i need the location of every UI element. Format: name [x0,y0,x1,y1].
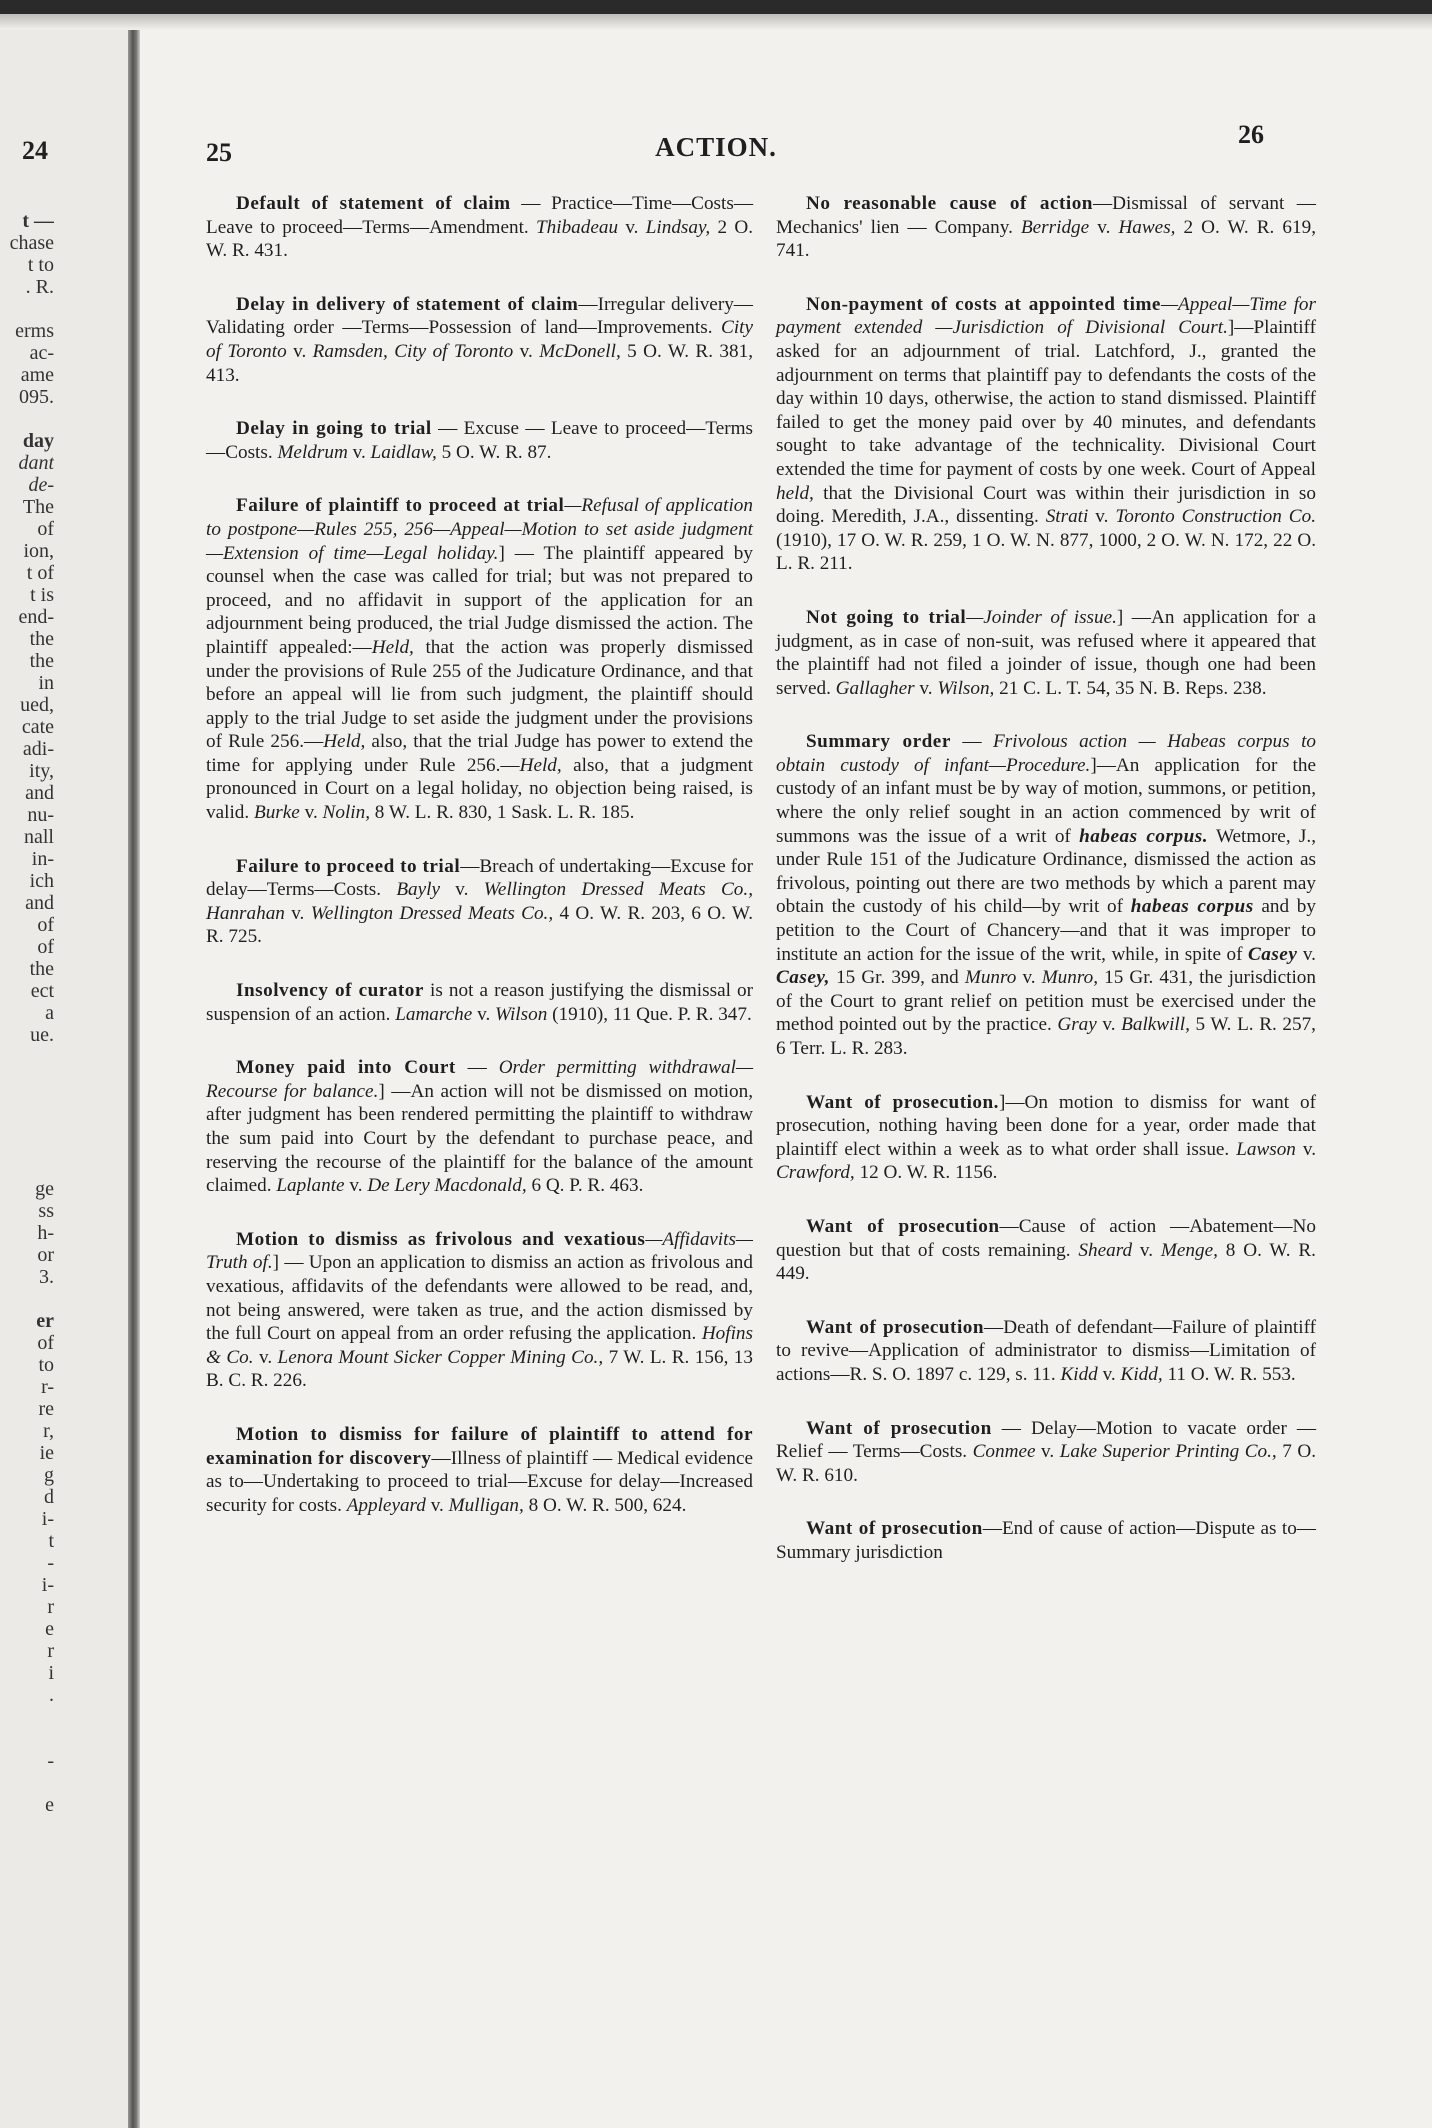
entry-text: ] — Upon an application to dismiss an action as frivolous and vexatious, affidavits of the defendants were allowed to be read, and, not being answered, were taken as true, and the action dismissed by the full Court on appeal from an order refusing the application. [206,1252,753,1345]
entry-italic-text: Hawes, [1118,216,1176,238]
previous-page-fragment: a [45,1002,54,1024]
previous-page-fragment [0,1816,54,1838]
digest-entry-left [206,192,753,263]
digest-entry-right [776,1316,1316,1387]
entry-italic-text: McDonell, [539,340,621,362]
entry-italic-text: Toronto Construction Co. [1115,506,1316,528]
entry-italic-text: —Appeal—Time for payment extended —Jurisdiction of Divisional Court. [776,293,1316,339]
digest-entry-left [206,855,753,949]
previous-page-fragment: g [44,1464,54,1486]
entry-text: 15 Gr. 431, the jurisdiction of the Court to grant relief on petition must be exercised under the method pointed out by the practice. [776,967,1316,1036]
entry-text: v. [253,1346,278,1368]
entry-text: v. [914,677,938,699]
entry-text: v. [347,441,371,463]
previous-page-fragment: r, [43,1420,54,1442]
entry-italic-text: Conmee [972,1441,1036,1463]
entry-italic-text: Lindsay, [645,216,711,238]
entry-heading: Want of prosecution [806,1316,985,1338]
entry-bold-italic-text: habeas corpus. [1079,825,1208,847]
page-number-left: 25 [206,138,232,167]
previous-page-fragment: ich [29,870,54,892]
entry-italic-text: Lake Superior Printing Co., [1059,1441,1277,1463]
previous-page-fragment: The [22,496,54,518]
previous-page-fragment: of [37,914,54,936]
entry-italic-text: held, [776,482,814,504]
entry-italic-text: Munro, [1041,967,1099,989]
entry-italic-text: Wellington Dressed Meats Co., [310,902,554,924]
entry-heading: Delay in delivery of statement of claim [236,293,579,315]
digest-entry-right [776,1091,1316,1185]
entry-text: v. [1016,967,1042,989]
entry-text: v. [1295,1138,1316,1160]
previous-page-fragment [0,1090,54,1112]
previous-page-fragment: ac- [29,342,54,364]
entry-italic-text: Held, [519,754,562,776]
previous-page-fragments [0,210,54,1838]
entry-text: v. [299,802,323,824]
previous-page-fragment: the [29,628,54,650]
previous-page-fragment: day [22,430,54,452]
previous-page-fragment [0,1156,54,1178]
entry-italic-text: Held, [371,636,414,658]
previous-page-fragment [0,408,54,430]
previous-page-fragment: d [44,1486,54,1508]
previous-page-fragment: erms [15,320,54,342]
previous-page-fragment: . R. [25,276,54,298]
entry-text: 5 O. W. R. 87. [436,441,552,463]
entry-heading: Insolvency of curator [236,980,424,1002]
entry-text: v. [1089,216,1119,238]
book-page [0,14,1432,2128]
entry-text: —Dismissal of servant — Mechanics' lien — Company. [776,193,1316,238]
entry-heading: Delay in going to trial [236,418,432,440]
entry-italic-text: De Lery Macdonald, [367,1175,527,1197]
page-number-right: 26 [1238,120,1264,149]
entry-text: 21 C. L. T. 54, 35 N. B. Reps. 238. [994,677,1267,699]
entry-text: (1910), 17 O. W. R. 259, 1 O. W. N. 877, 1000, 2 O. W. N. 172, 22 O. L. R. 211. [776,529,1316,575]
entry-text: and by petition to the Court of Chancery—and that it was improper to institute an action for the issue of the writ, while, in spite of [776,896,1316,965]
entry-italic-text: Mulligan, [448,1494,524,1516]
entry-text: — Excuse — Leave to proceed—Terms—Costs. [206,418,753,463]
entry-text: v. [440,879,484,901]
entry-text: ]—Plaintiff asked for an adjournment of trial. Latchford, J., granted the adjournment on terms that plaintiff pay to defendants the costs of the day within 10 days, otherwise, the action to stand dismissed. Plaintiff failed to get the money paid over by 40 minutes, and defendants sought to take advantage of the technicality. Divisional Court extended the time for payment of costs by one week. Court of Appeal [776,317,1316,480]
entry-bold-italic-text: Casey [1247,943,1298,965]
entry-heading: Money paid into Court [236,1057,456,1079]
entry-text: 4 O. W. R. 203, 6 O. W. R. 725. [206,902,754,948]
entry-italic-text: —Refusal of application to postpone—Rules 255, 256—Appeal—Motion to set aside judgment—Extension of time—Legal holiday. [206,495,753,564]
entry-text: ] —An application for a judgment, as in case of non-suit, was refused where it appeared that the plaintiff had not filed a joinder of issue, though one had been served. [776,606,1316,699]
previous-page-fragment [0,1706,54,1728]
previous-page-fragment: in- [31,848,54,870]
previous-page-fragment: nu- [27,804,54,826]
previous-page-fragment: 3. [39,1266,54,1288]
entry-text: ]—On motion to dismiss for want of prosecution, nothing having been done for a year, order made that plaintiff elect within a week as to what order shall issue. [776,1091,1317,1160]
digest-entry-left [206,1228,753,1393]
entry-italic-text: —Affidavits—Truth of. [206,1228,753,1274]
previous-page-fragment [0,298,54,320]
digest-entry-right [776,293,1316,576]
entry-italic-text: Laidlaw, [370,441,437,463]
entry-text: 8 W. L. R. 830, 1 Sask. L. R. 185. [370,802,635,824]
entry-text: that the action was properly dismissed under the provisions of Rule 255 of the Judicature Ordinance, and that before an appeal will lie from such judgment, the plaintiff should apply to the trial Judge to set aside the judgment under the provisions of Rule 256.— [206,636,753,753]
previous-page-fragment: the [29,958,54,980]
entry-text: 7 O. W. R. 610. [776,1441,1316,1486]
entry-text: v. [472,1003,496,1025]
previous-page-fragment: de- [28,474,54,496]
previous-page-fragment: and [25,782,54,804]
entry-heading: Default of statement of claim [236,193,511,214]
previous-page-fragment: t of [26,562,54,584]
entry-italic-text: Ramsden, City of Toronto [312,340,514,362]
digest-entry-left [206,1423,753,1517]
entry-text: 2 O. W. R. 619, 741. [776,216,1316,262]
entry-italic-text: Kidd, [1120,1363,1163,1385]
entry-text: v. [344,1175,368,1197]
previous-page-fragment [0,1134,54,1156]
previous-page-fragment: the [29,650,54,672]
entry-italic-text: Bayly [396,879,441,901]
entry-heading: Failure to proceed to trial [236,855,461,877]
entry-italic-text: City of Toronto [206,317,753,362]
previous-page-fragment: ge [35,1178,54,1200]
running-header: ACTION. [655,132,777,162]
entry-text: 8 O. W. R. 500, 624. [523,1494,687,1516]
previous-page-fragment: ect [30,980,54,1002]
entry-italic-text: Sheard [1078,1239,1133,1261]
entry-heading: Want of prosecution. [806,1091,999,1113]
entry-text: —Death of defendant—Failure of plaintiff to revive—Application of administrator to dismiss—Limitation of actions—R. S. O. 1897 c. 129, s. 11. [776,1316,1317,1385]
previous-page-fragment: and [25,892,54,914]
entry-text: —Cause of action —Abatement—No question but that of costs remaining. [776,1215,1317,1261]
entry-italic-text: Wilson, [937,677,995,699]
entry-italic-text: Hofins & Co. [206,1323,753,1368]
previous-page-strip [0,14,140,2128]
entry-text: v. [618,216,646,238]
entry-heading: Summary order [806,731,951,753]
entry-italic-text: Crawford, [776,1162,855,1184]
entry-text: v. [1097,1363,1121,1385]
previous-page-fragment: - [47,1750,54,1772]
entry-text: 11 O. W. R. 553. [1162,1363,1296,1385]
previous-page-fragment [0,1068,54,1090]
entry-text: 8 O. W. R. 449. [776,1239,1316,1285]
entry-text: 5 W. L. R. 257, 6 Terr. L. R. 283. [776,1014,1316,1059]
entry-italic-text: Wellington Dressed Meats Co., Hanrahan [206,879,753,924]
previous-page-fragment: t is [30,584,54,606]
entry-italic-text: Thibadeau [535,216,619,238]
previous-page-fragment: i- [41,1574,54,1596]
entry-text: v. [1132,1239,1161,1261]
entry-heading: Want of prosecution [806,1518,983,1540]
previous-page-fragment: in [38,672,54,694]
entry-text: v. [1088,506,1116,528]
previous-page-fragment: chase [9,232,54,254]
entry-text: ]—An application for the custody of an infant must be by way of motion, summons, or petition, where the only relief sought in an action commenced by writ of summons was the issue of a writ of [776,754,1317,847]
previous-page-fragment: - [47,1552,54,1574]
previous-page-fragment: end- [18,606,54,628]
entry-text: (1910), 11 Que. P. R. 347. [547,1003,752,1025]
previous-page-fragment [0,1772,54,1794]
left-column [206,192,753,1547]
previous-page-fragment: i- [41,1508,54,1530]
entry-text: 5 O. W. R. 381, 413. [206,340,753,386]
entry-text: 2 O. W. R. 431. [206,216,753,262]
entry-italic-text: Laplante [276,1175,345,1197]
entry-text: v. [1096,1014,1122,1036]
previous-page-fragment: er [36,1310,54,1332]
previous-page-fragment: ame [20,364,54,386]
previous-page-fragment: ity, [29,760,54,782]
previous-page-fragment: re [38,1398,54,1420]
entry-text: — [950,731,994,753]
previous-page-fragment: e [45,1794,54,1816]
digest-entry-right [776,1417,1316,1488]
entry-italic-text: Frivolous action — Habeas corpus to obtain custody of infant—Procedure. [776,731,1316,776]
entry-italic-text: Held, [323,731,366,753]
digest-entry-right [776,192,1316,263]
previous-page-fragment: ie [39,1442,54,1464]
entry-text: —Breach of undertaking—Excuse for delay—Terms—Costs. [206,855,753,901]
previous-page-fragment [0,1046,54,1068]
previous-page-fragment: r [47,1640,54,1662]
entry-text: v. [1297,943,1316,965]
entry-heading: No reasonable cause of action [806,193,1093,214]
previous-page-fragment: t — [22,210,54,232]
entry-heading: Motion to dismiss as frivolous and vexatious [236,1228,646,1250]
entry-text: 12 O. W. R. 1156. [854,1162,998,1184]
previous-page-fragment: of [37,518,54,540]
previous-page-fragment: dant [18,452,54,474]
previous-page-fragment: or [37,1244,54,1266]
digest-entry-left [206,417,753,464]
entry-text: — Delay—Motion to vacate order — Relief — Terms—Costs. [776,1417,1317,1463]
entry-text: also, that the trial Judge has power to extend the time for applying under Rule 256.— [206,731,753,776]
entry-text: —End of cause of action—Dispute as to—Summary jurisdiction [776,1518,1316,1563]
digest-entry-right [776,730,1316,1060]
entry-italic-text: Order permitting withdrawal—Recourse for balance. [206,1057,754,1102]
previous-page-fragment: h- [37,1222,54,1244]
page-top-shadow [0,14,1432,30]
entry-text: v. [425,1494,449,1516]
digest-entry-left [206,1056,753,1198]
entry-heading: Motion to dismiss for failure of plaintiff to attend for examination for discovery [206,1423,753,1469]
previous-page-fragment: t [48,1530,54,1552]
digest-entry-left [206,293,753,387]
entry-text: is not a reason justifying the dismissal or suspension of an action. [206,980,753,1025]
entry-italic-text: Munro [964,967,1017,989]
entry-italic-text: Berridge [1020,216,1090,238]
entry-text: v. [284,902,311,924]
previous-page-fragment: . [49,1684,54,1706]
entry-italic-text: Menge, [1160,1239,1218,1261]
entry-heading: Want of prosecution [806,1215,1000,1237]
previous-page-number: 24 [22,136,48,165]
previous-page-fragment: of [37,936,54,958]
entry-text: v. [1035,1441,1060,1463]
entry-bold-italic-text: habeas corpus [1130,896,1254,918]
entry-italic-text: Meldrum [277,441,348,463]
entry-text: —Irregular delivery—Validating order —Terms—Possession of land—Improvements. [206,293,753,339]
previous-page-fragment: r [47,1596,54,1618]
digest-entry-right [776,1215,1316,1286]
previous-page-fragment: e [45,1618,54,1640]
digest-entry-left [206,979,753,1026]
entry-italic-text: Gallagher [835,677,915,699]
previous-page-fragment [0,1112,54,1134]
entry-heading: Want of prosecution [806,1417,992,1439]
entry-text: —Illness of plaintiff — Medical evidence as to—Undertaking to proceed to trial—Excuse for delay—Increased security for costs. [206,1447,753,1516]
previous-page-fragment: ued, [20,694,54,716]
entry-text: 7 W. L. R. 156, 13 B. C. R. 226. [206,1346,753,1392]
entry-text: ] — The plaintiff appeared by counsel when the case was called for trial; but was not prepared to proceed, and no affidavit in support of the application for an adjournment being produced, the trial Judge dismissed the action. The plaintiff appealed:— [206,542,753,658]
entry-text: 15 Gr. 399, and [829,967,965,989]
previous-page-fragment: r- [41,1376,54,1398]
entry-italic-text: Balkwill, [1121,1014,1190,1036]
entry-text: v. [286,340,313,362]
entry-italic-text: Lamarche [395,1003,473,1025]
entry-text: — [455,1057,499,1079]
entry-heading: Failure of plaintiff to proceed at trial [236,495,565,517]
entry-text: that the Divisional Court was within their jurisdiction in so doing. Meredith, J.A., dissenting. [776,482,1316,528]
entry-italic-text: —Joinder of issue. [966,606,1117,628]
right-column [776,192,1316,1595]
entry-text: v. [513,340,540,362]
previous-page-fragment: ue. [30,1024,54,1046]
entry-heading: Non-payment of costs at appointed time [806,293,1161,315]
previous-page-fragment [0,1288,54,1310]
entry-italic-text: Burke [253,802,300,824]
book-spine [128,14,140,2128]
entry-text: Wetmore, J., under Rule 151 of the Judicature Ordinance, dismissed the action as frivolous, pointing out there are two methods by which a parent may obtain the custody of his child—by writ of [776,825,1316,918]
previous-page-fragment: i [48,1662,54,1684]
entry-text: ] —An action will not be dismissed on motion, after judgment has been rendered permitting the plaintiff to withdraw the sum paid into Court by the defendant to purchase peace, and reserving the recourse of the plaintiff for the balance of the amount claimed. [206,1080,753,1197]
entry-bold-italic-text: Casey, [776,967,830,989]
entry-italic-text: Lawson [1236,1138,1296,1160]
entry-text: — Practice—Time—Costs—Leave to proceed—Terms—Amendment. [206,193,754,238]
previous-page-fragment: t to [27,254,54,276]
entry-italic-text: Lenora Mount Sicker Copper Mining Co., [277,1346,604,1368]
digest-entry-left [206,494,753,824]
entry-italic-text: Strati [1045,506,1089,528]
entry-text: also, that a judgment pronounced in Court on a legal holiday, no objection being raised, is valid. [206,754,753,824]
entry-italic-text: Gray [1057,1014,1097,1036]
previous-page-fragment [0,1728,54,1750]
previous-page-fragment: nall [24,826,54,848]
entry-heading: Not going to trial [806,606,967,628]
digest-entry-right [776,606,1316,700]
digest-entry-right [776,1517,1316,1564]
entry-italic-text: Appleyard [346,1494,426,1516]
previous-page-fragment: of [37,1332,54,1354]
entry-italic-text: Wilson [495,1003,548,1025]
previous-page-fragment: to [38,1354,54,1376]
entry-italic-text: Nolin, [322,802,370,824]
entry-italic-text: Kidd [1060,1363,1098,1385]
previous-page-fragment: cate [21,716,54,738]
previous-page-fragment: 095. [19,386,54,408]
entry-text: 6 Q. P. R. 463. [526,1175,644,1197]
previous-page-fragment: ion, [23,540,54,562]
previous-page-fragment: adi- [22,738,54,760]
previous-page-fragment: ss [38,1200,54,1222]
